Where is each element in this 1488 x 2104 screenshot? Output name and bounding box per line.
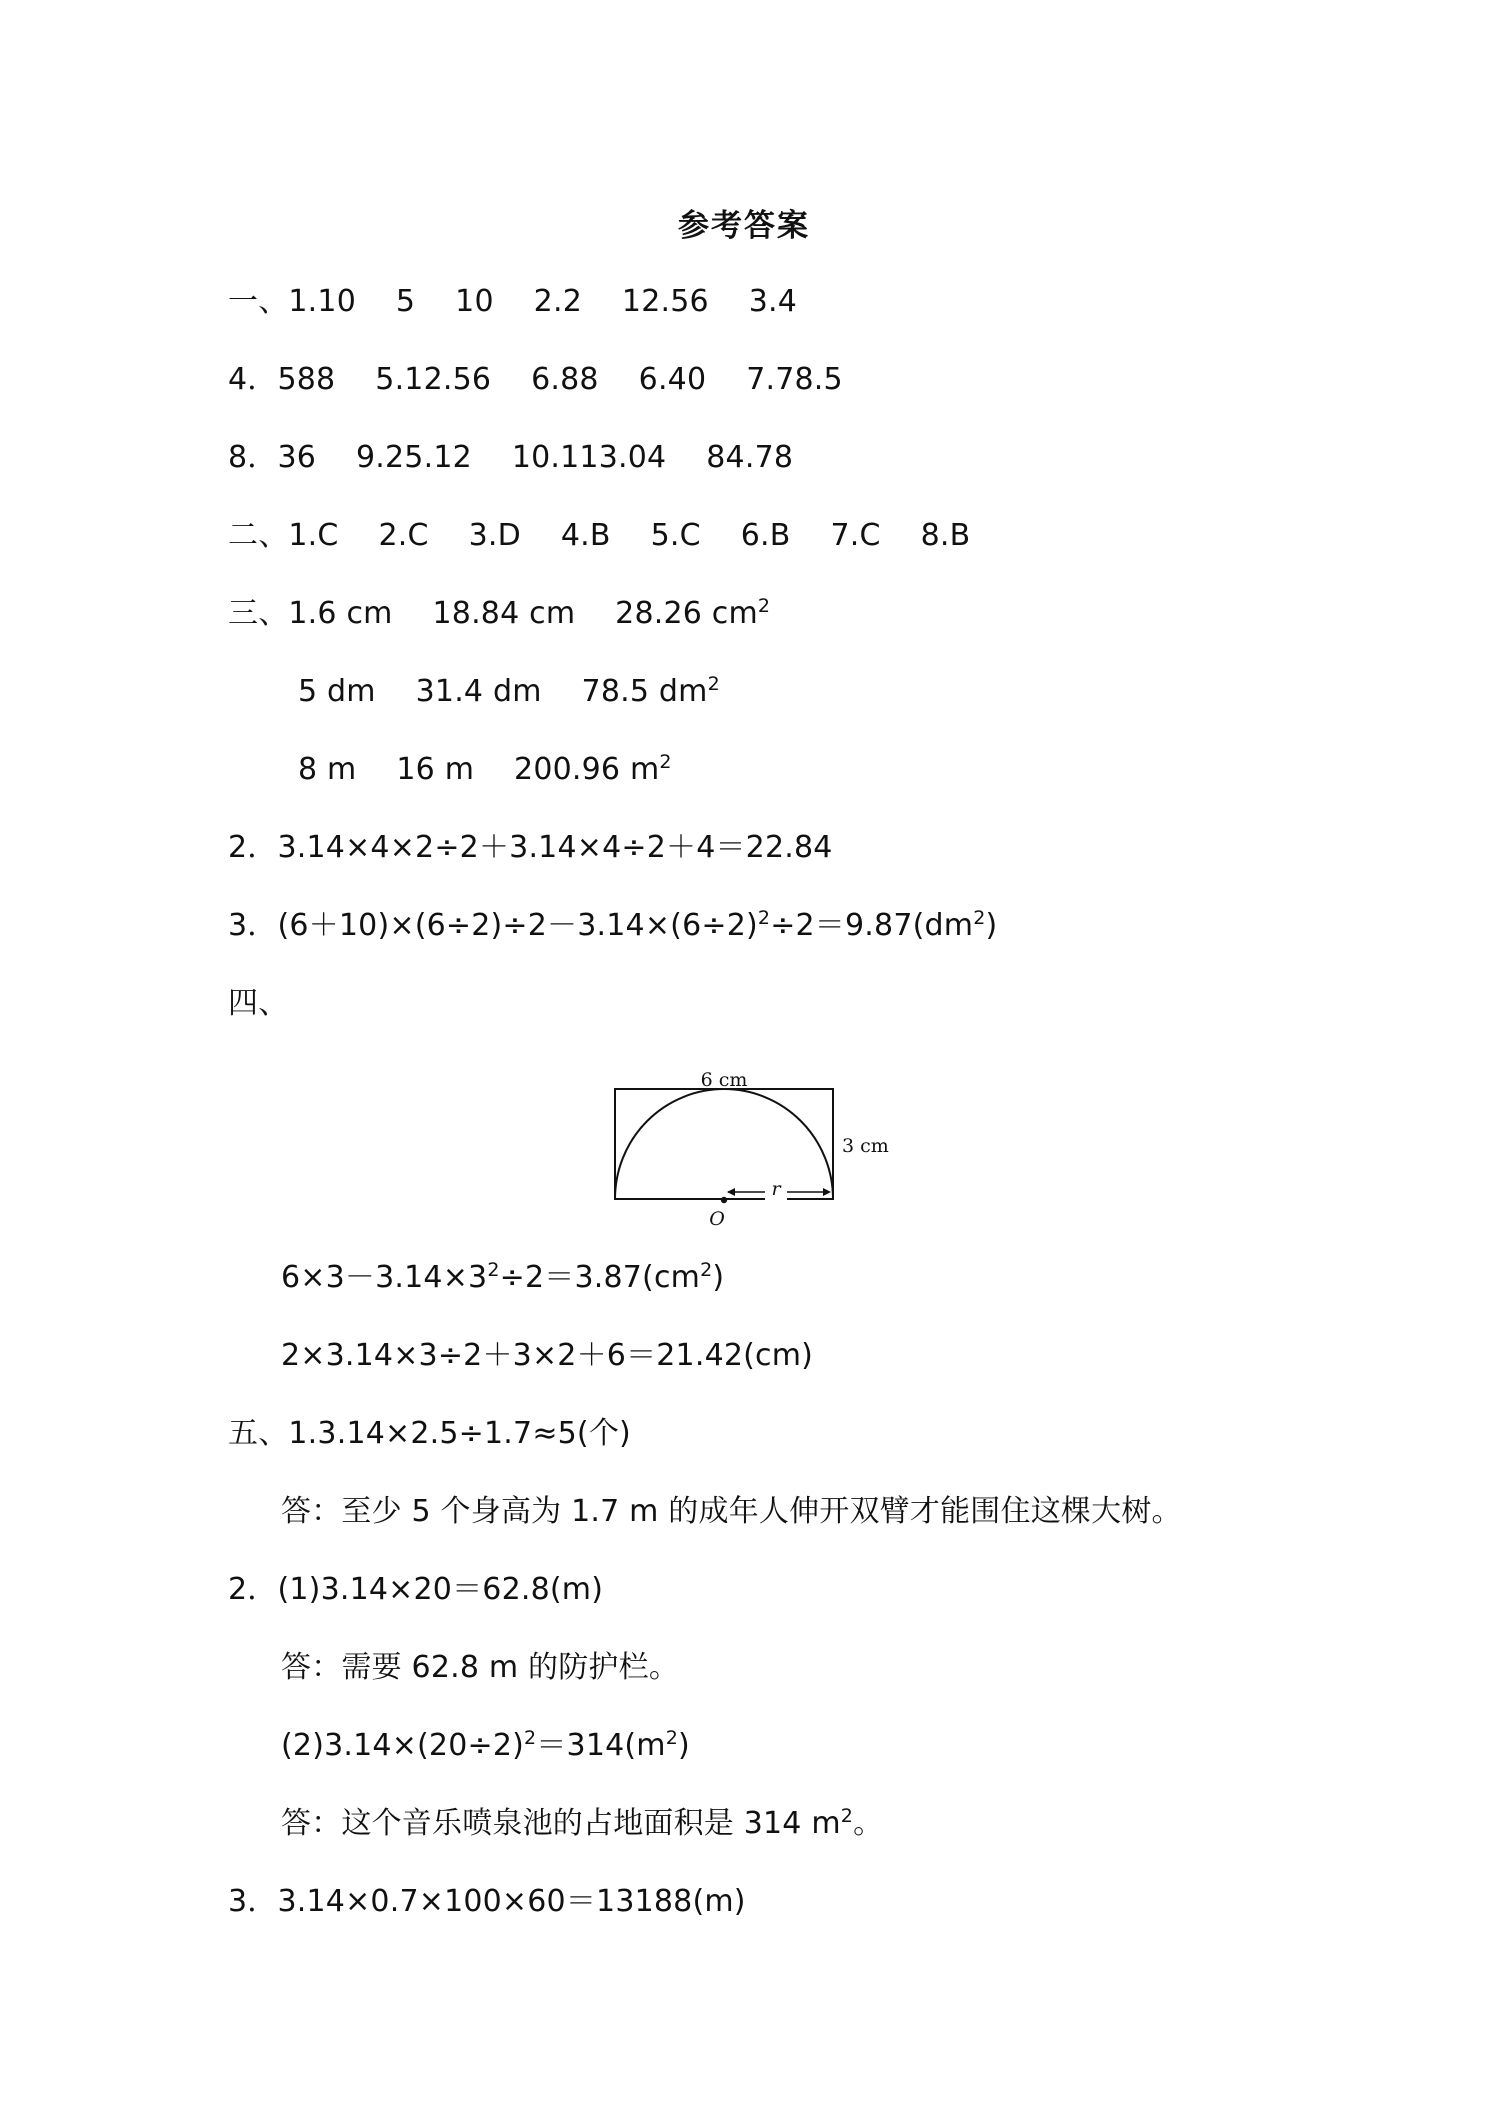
- answer-line-2: 4．588 5.12.56 6.88 6.40 7.78.5: [228, 362, 843, 397]
- line-9-text-c: ): [985, 908, 998, 943]
- section-four-heading: 四、: [228, 986, 289, 1021]
- answer-line-16: 答：需要 62.8 m 的防护栏。: [281, 1650, 680, 1685]
- answer-line-6: [298, 670, 720, 714]
- figure-radius-arrowhead-right: [823, 1188, 831, 1196]
- answer-line-14: 答：至少 5 个身高为 1.7 m 的成年人伸开双臂才能围住这棵大树。: [281, 1494, 1182, 1529]
- figure-radius-arrowhead-left: [727, 1188, 735, 1196]
- line-5-exponent: 2: [757, 595, 771, 617]
- answer-line-19: 3．3.14×0.7×100×60＝13188(m): [228, 1884, 746, 1919]
- line-9-text-b: ÷2＝9.87(dm: [770, 908, 974, 943]
- line-9-exponent-1: 2: [757, 907, 771, 929]
- line-6-text: 5 dm 31.4 dm 78.5 dm: [298, 674, 708, 709]
- line-5-text: 三、1.6 cm 18.84 cm 28.26 cm: [228, 596, 758, 631]
- line-9-text-a: 3．(6＋10)×(6÷2)÷2－3.14×(6÷2): [228, 908, 758, 943]
- line-18-exponent: 2: [840, 1805, 854, 1827]
- figure-radius-label: r: [771, 1178, 781, 1200]
- line-17-exponent-2: 2: [665, 1727, 679, 1749]
- line-11-exponent-1: 2: [487, 1259, 500, 1281]
- answer-line-18: [281, 1802, 883, 1846]
- figure-center-label: O: [709, 1208, 725, 1230]
- line-17-text-a: (2)3.14×(20÷2): [281, 1728, 525, 1763]
- answer-line-15: 2．(1)3.14×20＝62.8(m): [228, 1572, 604, 1607]
- figure-semicircle-arc: [615, 1089, 833, 1199]
- figure-center-point: [721, 1197, 727, 1203]
- answer-line-12: 2×3.14×3÷2＋3×2＋6＝21.42(cm): [281, 1338, 814, 1373]
- line-6-exponent: 2: [707, 673, 720, 695]
- line-7-text: 8 m 16 m 200.96 m: [298, 752, 660, 787]
- line-11-text-b: ÷2＝3.87(cm: [499, 1260, 701, 1295]
- answer-line-9: [228, 904, 997, 948]
- figure-top-label: 6 cm: [700, 1069, 748, 1091]
- answer-line-11: [281, 1256, 724, 1300]
- line-17-text-b: ＝314(m: [536, 1728, 666, 1763]
- page-title: 参考答案: [678, 208, 810, 244]
- answer-line-5: [228, 592, 770, 636]
- answer-line-3: 8．36 9.25.12 10.113.04 84.78: [228, 440, 794, 475]
- answer-line-13: 五、1.3.14×2.5÷1.7≈5(个): [228, 1416, 631, 1451]
- answer-line-7: [298, 748, 672, 792]
- line-17-text-c: ): [678, 1728, 690, 1763]
- answer-line-4: 二、1.C 2.C 3.D 4.B 5.C 6.B 7.C 8.B: [228, 518, 971, 553]
- figure-right-label: 3 cm: [842, 1135, 889, 1157]
- semicircle-in-rectangle-figure: [600, 1062, 900, 1242]
- line-9-exponent-2: 2: [973, 907, 986, 929]
- line-7-exponent: 2: [659, 751, 672, 773]
- figure-rectangle: [615, 1089, 833, 1199]
- line-18-text-a: 答：这个音乐喷泉池的占地面积是 314 m: [281, 1806, 841, 1841]
- line-17-exponent-1: 2: [524, 1727, 537, 1749]
- line-11-text-c: ): [712, 1260, 725, 1295]
- answer-line-17: [281, 1724, 690, 1768]
- answer-line-8: 2．3.14×4×2÷2＋3.14×4÷2＋4＝22.84: [228, 830, 833, 865]
- line-18-text-b: 。: [853, 1806, 884, 1841]
- line-11-exponent-2: 2: [700, 1259, 713, 1281]
- answer-line-1: 一、1.10 5 10 2.2 12.56 3.4: [228, 284, 798, 319]
- line-11-text-a: 6×3－3.14×3: [281, 1260, 488, 1295]
